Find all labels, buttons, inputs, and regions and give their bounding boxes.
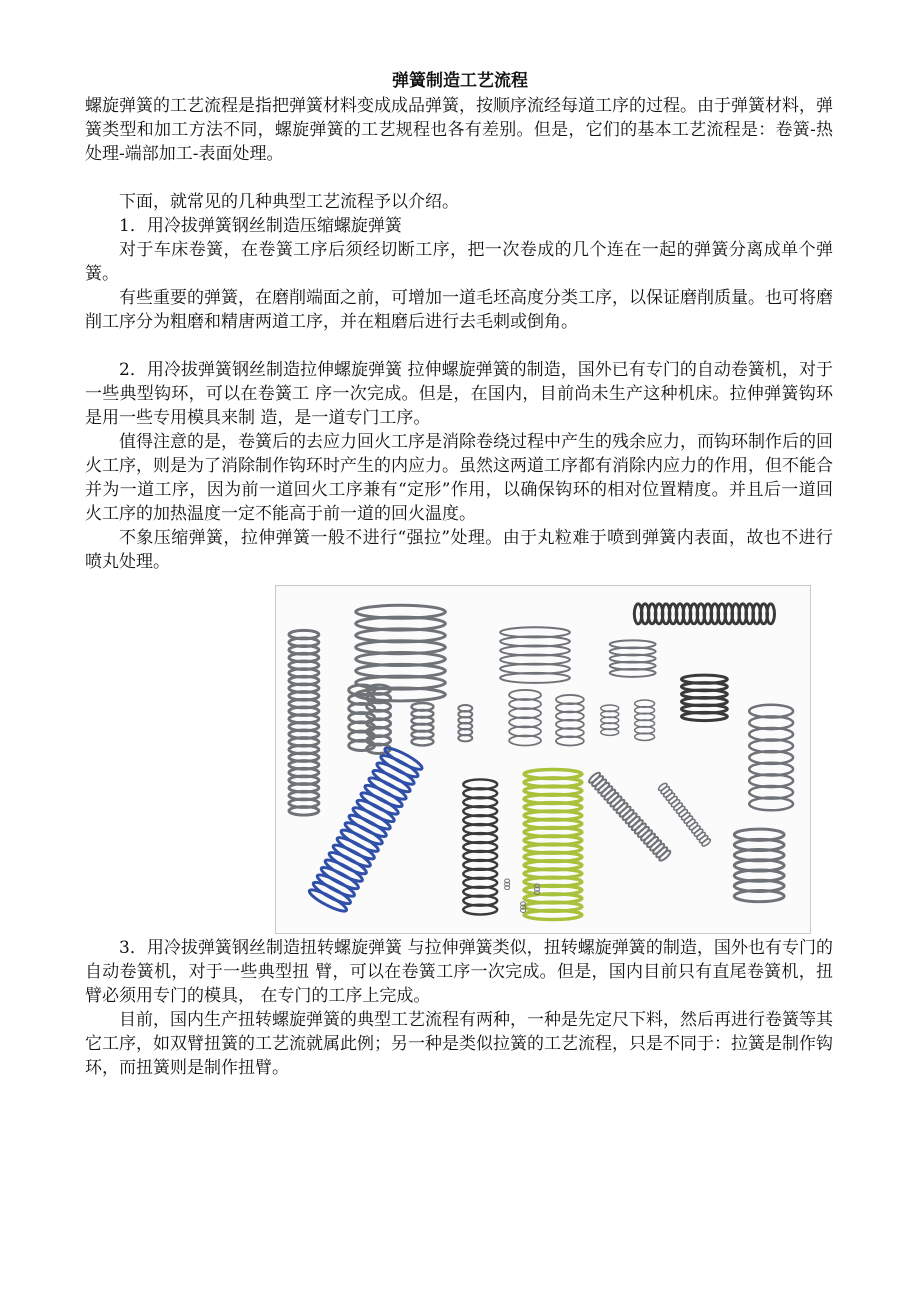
spring-small-1 [411,703,433,745]
section-1 [85,190,833,334]
spring-extension-2 [657,782,711,847]
section-2 [85,358,833,574]
spring-dark-small [681,675,727,720]
section-2-paragraph-3: 不象压缩弹簧，拉伸弹簧一般不进行“强拉”处理。由于丸粒难于喷到弹簧内表面，故也不进行喷丸处理。 [85,528,833,572]
spring-thin-1 [509,690,541,746]
spring-black-long [463,779,497,914]
spring-blue [307,745,424,915]
document-title: 弹簧制造工艺流程 [392,71,528,91]
spring-tall-steel [289,630,319,815]
section-2-paragraph-2: 值得注意的是，卷簧后的去应力回火工序是消除卷绕过程中产生的残余应力，而钩环制作后的回火工序，则是为了消除制作钩环时产生的内应力。虽然这两道工序都有消除内应力的作用，但不能合并为一道工序，因为前一道回火工序兼有“定形”作用，以确保钩环的相对位置精度。并且后一道回火工序的加热温度一定不能高于前一道的回火温度。 [85,432,833,524]
section-1-heading: 1．用冷拔弹簧钢丝制造压缩螺旋弹簧 [119,216,402,236]
section-3-paragraph-1: 3．用冷拔弹簧钢丝制造扭转螺旋弹簧 与拉伸弹簧类似，扭转螺旋弹簧的制造，国外也有专门的自动卷簧机，对于一些典型扭 臂，可以在卷簧工序一次完成。但是，国内目前只有直尾卷簧机，扭臂必须用专门的模具， 在专门的工序上完成。 [85,938,833,1006]
spring-extension-1 [588,771,672,862]
spring-mid-open [500,627,570,683]
spring-mid-right [610,640,656,677]
spring-right-bottom [734,829,784,902]
section-3 [85,936,833,1080]
section-2-paragraph-1: 2．用冷拔弹簧钢丝制造拉伸螺旋弹簧 拉伸螺旋弹簧的制造，国外已有专门的自动卷簧机，对于一些典型钩环，可以在卷簧工 序一次完成。但是，在国内，目前尚未生产这种机床。拉伸弹簧钩环是用一些专用模具来制 造，是一道专门工序。 [85,360,833,428]
spring-mini-1 [505,879,510,890]
spring-extension-top [634,604,774,624]
spring-thin-4 [635,700,655,740]
springs-illustration [276,586,810,933]
section-1-paragraph-2: 有些重要的弹簧，在磨削端面之前，可增加一道毛坯高度分类工序，以保证磨削质量。也可将磨削工序分为粗磨和精唐两道工序，并在粗磨后进行去毛刺或倒角。 [85,288,833,332]
intro-paragraph: 螺旋弹簧的工艺流程是指把弹簧材料变成成品弹簧，按顺序流经每道工序的过程。由于弹簧材料，弹簧类型和加工方法不同，螺旋弹簧的工艺规程也各有差别。但是，它们的基本工艺流程是：卷簧-热处理-端部加工-表面处理。 [85,96,833,164]
lead-paragraph: 下面，就常见的几种典型工艺流程予以介绍。 [119,192,459,212]
spring-right-tall [749,705,793,811]
spring-thin-2 [556,695,584,746]
spring-green [524,770,582,920]
springs-photo [275,585,811,934]
spring-short-2 [367,685,391,753]
spring-tiny-1 [458,705,472,741]
section-1-paragraph-1: 对于车床卷簧，在卷簧工序后须经切断工序，把一次卷成的几个连在一起的弹簧分离成单个弹簧。 [85,240,833,284]
section-intro [85,94,833,166]
spring-thin-3 [601,705,619,735]
section-3-paragraph-2: 目前，国内生产扭转螺旋弹簧的典型工艺流程有两种，一种是先定尺下料，然后再进行卷簧等其它工序，如双臂扭簧的工艺流就属此例；另一种是类似拉簧的工艺流程，只是不同于：拉簧是制作钩环，而扭簧则是制作扭臂。 [85,1010,833,1078]
